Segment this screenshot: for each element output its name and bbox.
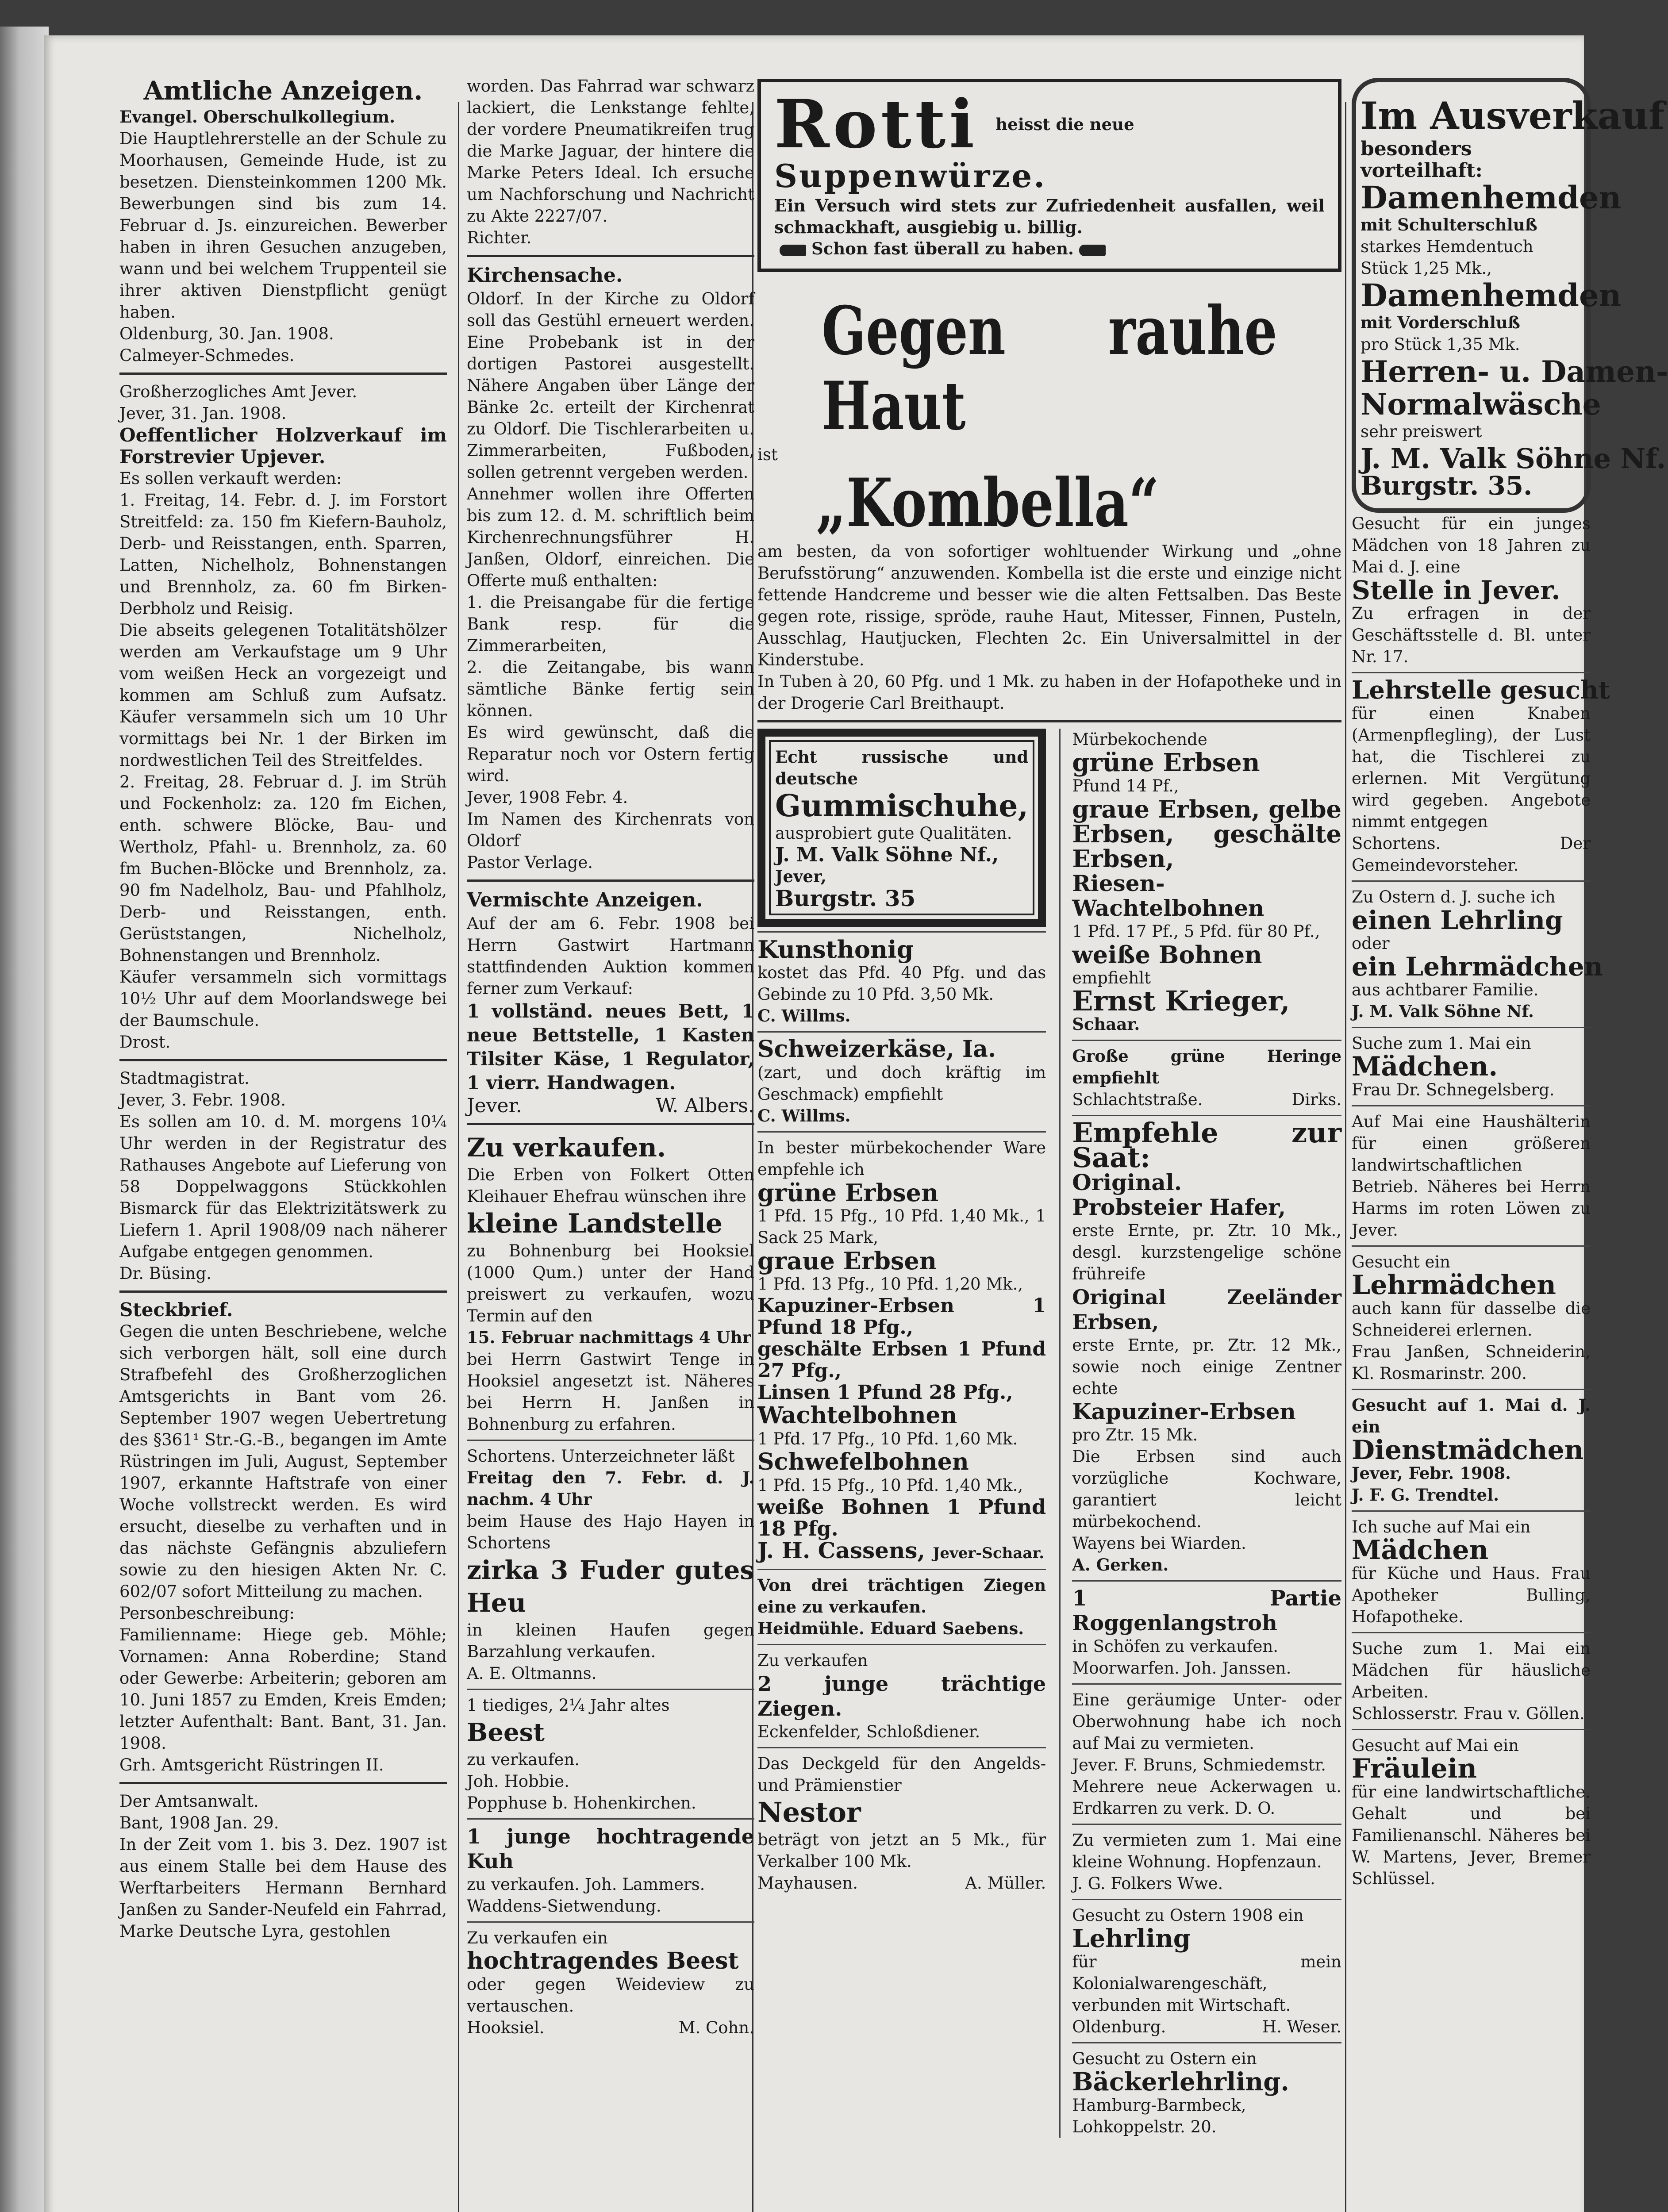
divider <box>467 1818 754 1820</box>
column-1 <box>119 75 447 1942</box>
stadt-date: Jever, 3. Febr. 1908. <box>119 1091 286 1110</box>
divider <box>1072 2042 1341 2043</box>
ziegen-text: Von drei trächtigen Ziegen eine zu verkaufen. <box>757 1575 1046 1617</box>
aus-11: Normalwäsche <box>1361 387 1601 422</box>
nestor-big: Nestor <box>757 1796 861 1828</box>
s10-text-2: für eine landwirtschaftliche. Gehalt und bei Familienanschl. Näheres bei W. Martens, Jever, Bremer Schlüssel. <box>1352 1782 1591 1888</box>
kombella-name: „Kombella“ <box>816 464 1159 542</box>
aus-4: mit Schulterschluß <box>1361 215 1537 234</box>
steck-sign: Grh. Amtsgericht Rüstringen II. <box>119 1755 384 1774</box>
lehrling-text: für mein Kolonialwarengeschäft, verbunden mit Wirtschaft. <box>1072 1952 1341 2015</box>
s7-big: Dienstmädchen <box>1352 1435 1584 1466</box>
kombella-heading: Gegen rauhe Haut <box>822 292 1277 445</box>
auktion-items: 1 vollständ. neues Bett, 1 neue Bettstelle, 1 Kasten Tilsiter Käse, 1 Regulator, 1 vierr. Handwagen. <box>467 1000 754 1094</box>
kirche-item-1: 1. die Preisangabe für die fertige Bank resp. für die Zimmerarbeiten, <box>467 593 754 655</box>
column-rule <box>458 102 459 2212</box>
cassens-p7: 1 Pfd. 15 Pfg., 10 Pfd. 1,40 Mk., <box>757 1476 1023 1495</box>
kirche-text: Oldorf. In der Kirche zu Oldorf soll das Gestühl erneuert werden. Eine Probebank ist in der dortigen Pastorei ausgestellt. Nähere Angaben über Länge der Bänke 2c. erteilt der Kirchenrat zu Oldorf. Die Tischlerarbeiten u. Zimmerarbeiten, Fußboden, sollen getrennt vergeben werden. <box>467 289 754 482</box>
gummi-firm: J. M. Valk Söhne Nf., <box>775 844 999 866</box>
anwalt-text: In der Zeit vom 1. bis 3. Dez. 1907 ist aus einem Stalle bei dem Hause des Werftarbeiters Hermann Bernhard Janßen zu Sander-Neufeld ein Fahrrad, Marke Deutsche Lyra, gestohlen <box>119 1835 447 1941</box>
oberschul-date: Oldenburg, 30. Jan. 1908. <box>119 324 334 343</box>
column-2 <box>467 75 754 2039</box>
divider <box>119 1782 447 1784</box>
schortens-big: zirka 3 Fuder gutes Heu <box>467 1555 754 1618</box>
ziegen-sign: Heidmühle. Eduard Saebens. <box>757 1619 1024 1638</box>
roggen-sign: Moorwarfen. Joh. Janssen. <box>1072 1659 1291 1678</box>
s8-big: Mädchen <box>1352 1535 1489 1566</box>
saat-p3: pro Ztr. 15 Mk. <box>1072 1425 1198 1444</box>
gummi-big: Gummischuhe, <box>775 788 1029 824</box>
holz-item-2b: Käufer versammeln sich vormittags 10½ Uhr auf dem Moorlandswege bei der Baumschule. <box>119 968 447 1030</box>
s1-text-2: Zu erfragen in der Geschäftsstelle d. Bl. unter Nr. 17. <box>1352 604 1591 666</box>
schortens-sign: A. E. Oltmanns. <box>467 1664 597 1683</box>
divider <box>757 1569 1046 1570</box>
saat-text: Die Erbsen sind auch vorzügliche Kochware, garantiert leicht mürbekochend. <box>1072 1447 1341 1531</box>
s3-big-2: ein Lehrmädchen <box>1352 952 1603 982</box>
rotti-suppe: Suppenwürze. <box>774 157 1047 195</box>
aus-9: pro Stück 1,35 Mk. <box>1361 335 1520 354</box>
krieger-g4: weiße Bohnen <box>1072 941 1262 969</box>
s3-sign: J. M. Valk Söhne Nf. <box>1352 1002 1534 1021</box>
auktion-sign: W. Albers. <box>655 1094 754 1117</box>
nestor-sign: A. Müller. <box>965 1874 1046 1893</box>
cassens-g2: graue Erbsen <box>757 1247 937 1275</box>
s1-text: Gesucht für ein junges Mädchen von 18 Jahren zu Mai d. J. eine <box>1352 514 1591 576</box>
wohnung-sign: Jever. F. Bruns, Schmiedemstr. <box>1072 1755 1326 1774</box>
gummischuhe-ad <box>757 729 1046 927</box>
oberschul-text: Die Hauptlehrerstelle an der Schule zu Moorhausen, Gemeinde Hude, ist zu besetzen. Diensteinkommen 1200 Mk. Bewerbungen sind bis zum 14. Februar d. Js. einzureichen. Bewerber haben in ihren Gesuchen anzugeben, wann und bei welchem Truppenteil sie ihrer aktiven Dienstpflicht genügt haben. <box>119 129 447 322</box>
rotti-foot: Schon fast überall zu haben. <box>811 239 1074 258</box>
kirche-date: Jever, 1908 Febr. 4. <box>467 788 628 807</box>
divider <box>467 879 754 882</box>
s2-sign: Schortens. Der Gemeindevorsteher. <box>1352 834 1591 875</box>
krieger-emp: empfiehlt <box>1072 968 1151 987</box>
gummi-l2: ausprobiert gute Qualitäten. <box>775 824 1012 843</box>
holz-item-1b: Die abseits gelegenen Totalitätshölzer werden am Verkaufstage um 9 Uhr vom weißen Heck an vorgezeigt und kommen am Schluß zum Aufsatz. Käufer versammeln sich um 10 Uhr vormittags bei Nr. 1 der Birken im nordwestlichen Teil des Streitfeldes. <box>119 621 447 770</box>
divider <box>757 1747 1046 1748</box>
s5-text: Auf Mai eine Haushälterin für einen größeren landwirtschaftlichen Betrieb. Näheres bei Herrn Harms im roten Löwen zu Jever. <box>1352 1112 1591 1240</box>
ziegen2-big: 2 junge trächtige Ziegen. <box>757 1672 1046 1720</box>
aus-3: Damenhemden <box>1361 179 1622 216</box>
beest-sign: Joh. Hobbie. <box>467 1772 569 1791</box>
aus-5: starkes Hemdentuch <box>1361 237 1533 256</box>
kaese-heading: Schweizerkäse, Ia. <box>757 1036 996 1063</box>
kirche-text-3: Es wird gewünscht, daß die Reparatur noch vor Ostern fertig wird. <box>467 723 754 785</box>
gummi-addr: Burgstr. 35 <box>775 885 916 911</box>
s2-text: für einen Knaben (Armenpflegling), der Lust hat, die Tischlerei zu erlernen. Mit Vergütung wird gegeben. Angebote nimmt entgegen <box>1352 704 1591 831</box>
column-3 <box>757 75 1341 2138</box>
cassens-p1: 1 Pfd. 15 Pfg., 10 Pfd. 1,40 Mk., 1 Sack 25 Mark, <box>757 1206 1046 1247</box>
divider <box>1352 1105 1591 1106</box>
divider <box>757 931 1046 933</box>
s9-text: Suche zum 1. Mai ein Mädchen für häusliche Arbeiten. <box>1352 1639 1591 1701</box>
steck-heading: Steckbrief. <box>119 1299 233 1321</box>
krieger-place: Schaar. <box>1072 1014 1140 1034</box>
s6-big: Lehrmädchen <box>1352 1270 1556 1301</box>
heringe-text: Große grüne Heringe empfiehlt <box>1072 1046 1341 1087</box>
amt-date: Jever, 31. Jan. 1908. <box>119 404 287 423</box>
stadt-sign: Dr. Büsing. <box>119 1264 211 1283</box>
wohnung-text-2: Mehrere neue Ackerwagen u. Erdkarren zu verk. D. O. <box>1072 1777 1341 1818</box>
kaese-sign: C. Willms. <box>757 1106 851 1125</box>
divider <box>1352 1632 1591 1633</box>
aus-6: Stück 1,25 Mk., <box>1361 259 1492 278</box>
s4-text: Suche zum 1. Mai ein <box>1352 1034 1531 1053</box>
cassens-sign: J. H. Cassens, <box>757 1537 925 1563</box>
divider <box>119 1059 447 1061</box>
saat-sign: A. Gerken. <box>1072 1555 1169 1575</box>
saat-p2: erste Ernte, pr. Ztr. 12 Mk., sowie noch einige Zentner echte <box>1072 1336 1341 1398</box>
divider <box>1072 1683 1341 1685</box>
cassens-g4: geschälte Erbsen 1 Pfund 27 Pfg., <box>757 1338 1046 1382</box>
steck-text: Gegen die unten Beschriebene, welche sich verborgen hält, soll eine durch Strafbefehl des Großherzoglichen Amtsgerichts in Bant vom 26. September 1907 wegen Uebertretung des §361¹ Str.-G.-B., begangen im Amte Rüstringen im Juli, August, September 1907, erkannte Haftstrafe von einer Woche vollstreckt werden. Es wird ersucht, dieselbe zu verhaften und in das nächste Gefängnis abzuliefern sowie zu den hiesigen Akten Nr. C. 602/07 sofort Mitteilung zu machen. <box>119 1322 447 1601</box>
gummi-place: Jever, <box>775 867 826 886</box>
kirche-item-2: 2. die Zeitangabe, bis wann sämtliche Bänke fertig sein können. <box>467 658 754 720</box>
kombella-text: am besten, da von sofortiger wohltuender Wirkung und „ohne Berufsstörung“ anzuwenden. Kombella ist die erste und einzige nicht fettende Handcreme und besser wie die alten Fettsalben. Das Beste gegen rote, rissige, spröde, rauhe Haut, Mitesser, Finnen, Pusteln, Ausschlag, Hautjucken, Flechten 2c. Ein Universalmittel in der Kinderstube. <box>757 542 1341 669</box>
auktion-text: Auf der am 6. Febr. 1908 bei Herrn Gastwirt Hartmann stattfindenden Auktion kommen ferner zum Verkauf: <box>467 914 754 998</box>
divider <box>1352 672 1591 673</box>
kirche-heading: Kirchensache. <box>467 264 623 287</box>
fahrrad-sign: Richter. <box>467 228 532 247</box>
anwalt-heading: Der Amtsanwalt. <box>119 1792 259 1811</box>
lehrling-place: Oldenburg. <box>1072 2017 1166 2036</box>
divider <box>1072 1040 1341 1041</box>
ausverkauf-ad <box>1352 78 1668 513</box>
anwalt-date: Bant, 1908 Jan. 29. <box>119 1813 279 1832</box>
aus-8: mit Vorderschluß <box>1361 313 1520 332</box>
divider <box>467 255 754 257</box>
zuverkaufen-heading: Zu verkaufen. <box>467 1133 666 1163</box>
s3-text: Zu Ostern d. J. suche ich <box>1352 887 1556 906</box>
baecker-intro: Gesucht zu Ostern ein <box>1072 2049 1257 2068</box>
aus-2: besonders vorteilhaft: <box>1361 138 1483 182</box>
krieger-p3: 1 Pfd. 17 Pf., 5 Pfd. für 80 Pf., <box>1072 922 1320 941</box>
auktion-place: Jever. <box>467 1094 522 1117</box>
cassens-place: Jever-Schaar. <box>933 1544 1045 1562</box>
schortens-date: Freitag den 7. Febr. d. J. nachm. 4 Uhr <box>467 1468 754 1509</box>
ziegen2-place: Eckenfelder, Schloßdiener. <box>757 1722 980 1741</box>
divider <box>1352 1027 1591 1028</box>
divider <box>1352 880 1591 882</box>
kirche-text-2: Annehmer wollen ihre Offerten bis zum 12. d. M. schriftlich beim Kirchenrechnungsführer H. Janßen, Oldorf, einreichen. Die Offerte muß enthalten: <box>467 484 754 590</box>
beest-big: Beest <box>467 1718 545 1747</box>
saat-p1: erste Ernte, pr. Ztr. 10 Mk., desgl. kurzstengelige schöne frühreife <box>1072 1221 1341 1283</box>
nestor-place: Mayhausen. <box>757 1874 858 1893</box>
cassens-p2: 1 Pfd. 13 Pfg., 10 Pfd. 1,20 Mk., <box>757 1275 1023 1294</box>
divider <box>467 1123 754 1125</box>
heringe-sign: Dirks. <box>1291 1090 1341 1109</box>
s3-oder: oder <box>1352 934 1390 953</box>
krieger-g3: Riesen-Wachtelbohnen <box>1072 870 1264 921</box>
s1-big: Stelle in Jever. <box>1352 575 1560 605</box>
divider <box>757 1131 1046 1133</box>
beest-text: zu verkaufen. <box>467 1750 580 1769</box>
cassens-p6: 1 Pfd. 17 Pfg., 10 Pfd. 1,60 Mk. <box>757 1429 1018 1448</box>
divider <box>1072 1115 1341 1116</box>
krieger-g1: grüne Erbsen <box>1072 748 1260 777</box>
amt-jever: Großherzogliches Amt Jever. <box>119 382 357 401</box>
vermieten-sign: J. G. Folkers Wwe. <box>1072 1874 1223 1893</box>
rotti-ad <box>757 79 1341 272</box>
amtliche-heading: Amtliche Anzeigen. <box>143 76 423 106</box>
s2-big: Lehrstelle gesucht <box>1352 676 1610 705</box>
divider <box>119 373 447 375</box>
saat-orig: Original. <box>1072 1169 1182 1195</box>
lehrling-intro: Gesucht zu Ostern 1908 ein <box>1072 1906 1304 1925</box>
lehrling-sign: H. Weser. <box>1262 2017 1341 2036</box>
kombella-ist: ist <box>757 445 778 464</box>
divider <box>1352 1245 1591 1247</box>
roggen-big: 1 Partie Roggenlangstroh <box>1072 1586 1341 1636</box>
pointing-hand-icon <box>780 245 806 256</box>
baecker-big: Bäckerlehrling. <box>1072 2067 1289 2097</box>
s8-text-2: für Küche und Haus. Frau Apotheker Bulling, Hofapotheke. <box>1352 1564 1591 1626</box>
s7-text: Gesucht auf 1. Mai d. J. ein <box>1352 1395 1591 1436</box>
divider <box>467 1689 754 1690</box>
kunsthonig-sign: C. Willms. <box>757 1006 851 1025</box>
divider <box>1072 1899 1341 1900</box>
divider <box>757 720 1341 722</box>
s9-sign: Schlosserstr. Frau v. Göllen. <box>1352 1704 1585 1723</box>
nestor-text: beträgt von jetzt an 5 Mk., für Verkalber 100 Mk. <box>757 1830 1046 1871</box>
roggen-text: in Schöfen zu verkaufen. <box>1072 1637 1279 1656</box>
holz-item-2: 2. Freitag, 28. Februar d. J. im Strüh und Fockenholz: za. 120 fm Eichen, enth. schwere Blöcke, Bau- und Wertholz, Pfahl- u. Brennholz, za. 60 fm Buchen-Blöcke und Brennholz, za. 90 fm Nadelholz, Bau- und Pfahlholz, Derb- und Reisstangen, enth. Gerüststangen, Nichelholz, Bohnenstangen und Brennholz. <box>119 772 447 965</box>
s3-text-2: aus achtbarer Familie. <box>1352 980 1539 999</box>
column-rule <box>1345 102 1346 2212</box>
kombella-foot: In Tuben à 20, 60 Pfg. und 1 Mk. zu haben in der Hofapotheke und in der Drogerie Carl Breithaupt. <box>757 672 1341 713</box>
gummi-l1: Echt russische und deutsche <box>775 747 1029 788</box>
hb-big: hochtragendes Beest <box>467 1947 739 1974</box>
s7-place: Jever, Febr. 1908. <box>1352 1463 1511 1483</box>
s4-sign: Frau Dr. Schnegelsberg. <box>1352 1080 1555 1099</box>
s7-sign: J. F. G. Trendtel. <box>1352 1485 1499 1505</box>
holz-item-1: 1. Freitag, 14. Febr. d. J. im Forstort Streitfeld: za. 150 fm Kiefern-Bauholz, Derb- und Reisstangen, enth. Sparren, Latten, Nichelholz, Bohnenstangen und Brennholz, za. 60 fm Birken-Derbholz und Reisig. <box>119 491 447 618</box>
baecker-place: Hamburg-Barmbeck, Lohkoppelstr. 20. <box>1072 2096 1246 2136</box>
kuh-place: Waddens-Sietwendung. <box>467 1897 661 1916</box>
kirche-namen: Im Namen des Kirchenrats von Oldorf <box>467 810 754 850</box>
wohnung-text: Eine geräumige Unter- oder Oberwohnung habe ich noch auf Mai zu vermieten. <box>1072 1690 1341 1753</box>
hb-sign: M. Cohn. <box>678 2018 754 2037</box>
schortens-text-3: in kleinen Haufen gegen Barzahlung verkaufen. <box>467 1621 754 1661</box>
cassens-g8: weiße Bohnen 1 Pfund 18 Pfg. <box>757 1495 1046 1540</box>
s10-text: Gesucht auf Mai ein <box>1352 1736 1519 1755</box>
hb-text: oder gegen Weideview zu vertauschen. <box>467 1975 754 2016</box>
saat-g2: Original Zeeländer Erbsen, <box>1072 1285 1341 1334</box>
hb-place: Hooksiel. <box>467 2018 545 2037</box>
vermischte-heading: Vermischte Anzeigen. <box>467 889 703 911</box>
holz-intro: Es sollen verkauft werden: <box>119 469 342 488</box>
s6-text-2: auch kann für dasselbe die Schneiderei erlernen. <box>1352 1299 1591 1340</box>
schortens-text: Schortens. Unterzeichneter läßt <box>467 1447 735 1466</box>
krieger-p1: Pfund 14 Pf., <box>1072 776 1179 795</box>
nestor-intro: Das Deckgeld für den Angelds- und Prämienstier <box>757 1754 1046 1795</box>
cassens-intro: In bester mürbekochender Ware empfehle ich <box>757 1138 1046 1179</box>
cassens-g5: Linsen 1 Pfund 28 Pfg., <box>757 1381 1013 1404</box>
aus-14: Burgstr. 35. <box>1361 471 1533 501</box>
heringe-place: Schlachtstraße. <box>1072 1090 1203 1109</box>
saat-place: Wayens bei Wiarden. <box>1072 1534 1246 1553</box>
beest-intro: 1 tiediges, 2¼ Jahr altes <box>467 1696 670 1715</box>
saat-heading: Empfehle zur Saat: <box>1072 1117 1341 1174</box>
kirche-sign: Pastor Verlage. <box>467 853 593 872</box>
landstelle-big: kleine Landstelle <box>467 1208 723 1239</box>
stadt-heading: Stadtmagistrat. <box>119 1069 250 1088</box>
oberschul-sign: Calmeyer-Schmedes. <box>119 346 295 365</box>
landstelle-text: Die Erben von Folkert Otten Kleihauer Ehefrau wünschen ihre <box>467 1165 754 1206</box>
s10-big: Fräulein <box>1352 1753 1477 1784</box>
divider <box>757 1644 1046 1645</box>
kunsthonig-text: kostet das Pfd. 40 Pfg. und das Gebinde zu 10 Pfd. 3,50 Mk. <box>757 963 1046 1004</box>
landstelle-text-2: zu Bohnenburg bei Hooksiel (1000 Qum.) unter der Hand preiswert zu verkaufen, wozu Termin auf den <box>467 1241 754 1325</box>
divider <box>1352 1729 1591 1730</box>
s8-text: Ich suche auf Mai ein <box>1352 1517 1531 1536</box>
divider <box>1072 1580 1341 1582</box>
rotti-text: Ein Versuch wird stets zur Zufriedenheit ausfallen, weil schmackhaft, ausgiebig u. billig. <box>774 196 1325 237</box>
divider <box>1352 1389 1591 1390</box>
cassens-g1: grüne Erbsen <box>757 1179 939 1207</box>
fahrrad-text: worden. Das Fahrrad war schwarz lackiert, die Lenkstange fehlte, der vordere Pneumatikreifen trug die Marke Jaguar, der hintere die Marke Peters Ideal. Ich ersuche um Nachforschung und Nachricht zu Akte 2227/07. <box>467 77 754 226</box>
beest-place: Popphuse b. Hohenkirchen. <box>467 1793 696 1813</box>
aus-10: Herren- u. Damen- <box>1361 354 1668 389</box>
holz-heading: Oeffentlicher Holzverkauf im Forstrevier Upjever. <box>119 424 447 468</box>
stadt-text: Es sollen am 10. d. M. morgens 10¼ Uhr werden in der Registratur des Rathauses Angebote auf Lieferung von 58 Doppelwaggons Stückkohlen Bismarck für das Elektrizitätswerk zu Liefern 1. April 1908/09 nach näherer Aufgabe entgegen genommen. <box>119 1112 447 1261</box>
landstelle-text-3: bei Herrn Gastwirt Tenge in Hooksiel angesetzt ist. Näheres bei Herrn H. Janßen in Bohnenburg zu erfahren. <box>467 1350 754 1434</box>
hb-intro: Zu verkaufen ein <box>467 1928 608 1947</box>
s4-big: Mädchen. <box>1352 1051 1498 1082</box>
divider <box>1352 1510 1591 1512</box>
s3-big: einen Lehrling <box>1352 905 1563 935</box>
cassens-g6: Wachtelbohnen <box>757 1402 957 1429</box>
lehrling-big: Lehrling <box>1072 1924 1191 1953</box>
aus-13: J. M. Valk Söhne Nf. <box>1361 442 1666 475</box>
landstelle-date: 15. Februar nachmittags 4 Uhr <box>467 1328 751 1347</box>
saat-g1: Probsteier Hafer, <box>1072 1194 1286 1220</box>
rotti-sub: heisst die neue <box>995 114 1134 134</box>
oberschul-heading: Evangel. Oberschulkollegium. <box>119 107 395 127</box>
holz-sign: Drost. <box>119 1033 171 1052</box>
cassens-g3: Kapuziner-Erbsen 1 Pfund 18 Pfg., <box>757 1294 1046 1339</box>
saat-g3: Kapuziner-Erbsen <box>1072 1398 1296 1425</box>
kuh-text: zu verkaufen. Joh. Lammers. <box>467 1875 705 1894</box>
rotti-word: Rotti <box>774 85 978 163</box>
krieger-intro: Mürbekochende <box>1072 730 1207 749</box>
divider <box>119 1290 447 1293</box>
divider <box>1072 1824 1341 1825</box>
ziegen2-intro: Zu verkaufen <box>757 1651 868 1670</box>
divider <box>757 1031 1046 1033</box>
s6-sign: Frau Janßen, Schneiderin, Kl. Rosmarinstr. 200. <box>1352 1342 1591 1383</box>
book-edge <box>0 27 49 2212</box>
krieger-g2: graue Erbsen, gelbe Erbsen, geschälte Erbsen, <box>1072 795 1341 873</box>
cassens-g7: Schwefelbohnen <box>757 1448 969 1475</box>
schortens-text-2: beim Hause des Hajo Hayen in Schortens <box>467 1512 754 1552</box>
aus-1: Im Ausverkauf <box>1361 94 1665 138</box>
kuh-big: 1 junge hochtragende Kuh <box>467 1824 754 1873</box>
divider <box>467 1921 754 1923</box>
pointing-hand-icon <box>1079 245 1106 256</box>
s6-text: Gesucht ein <box>1352 1252 1451 1271</box>
aus-7: Damenhemden <box>1361 277 1622 314</box>
kunsthonig-heading: Kunsthonig <box>757 935 914 964</box>
steck-details: Familienname: Hiege geb. Möhle; Vornamen: Anna Roberdine; Stand oder Gewerbe: Arbeiterin; geboren am 10. Juni 1857 zu Emden, Kreis Emden; letzter Aufenthalt: Bant. Bant, 31. Jan. 1908. <box>119 1625 447 1753</box>
aus-12: sehr preiswert <box>1361 422 1482 441</box>
krieger-sign: Ernst Krieger, <box>1072 985 1290 1017</box>
vermieten-text: Zu vermieten zum 1. Mai eine kleine Wohnung. Hopfenzaun. <box>1072 1831 1341 1871</box>
divider <box>467 1440 754 1441</box>
steck-person: Personbeschreibung: <box>119 1604 295 1623</box>
column-4 <box>1352 75 1668 1889</box>
kaese-text: (zart, und doch kräftig im Geschmack) empfiehlt <box>757 1063 1046 1104</box>
